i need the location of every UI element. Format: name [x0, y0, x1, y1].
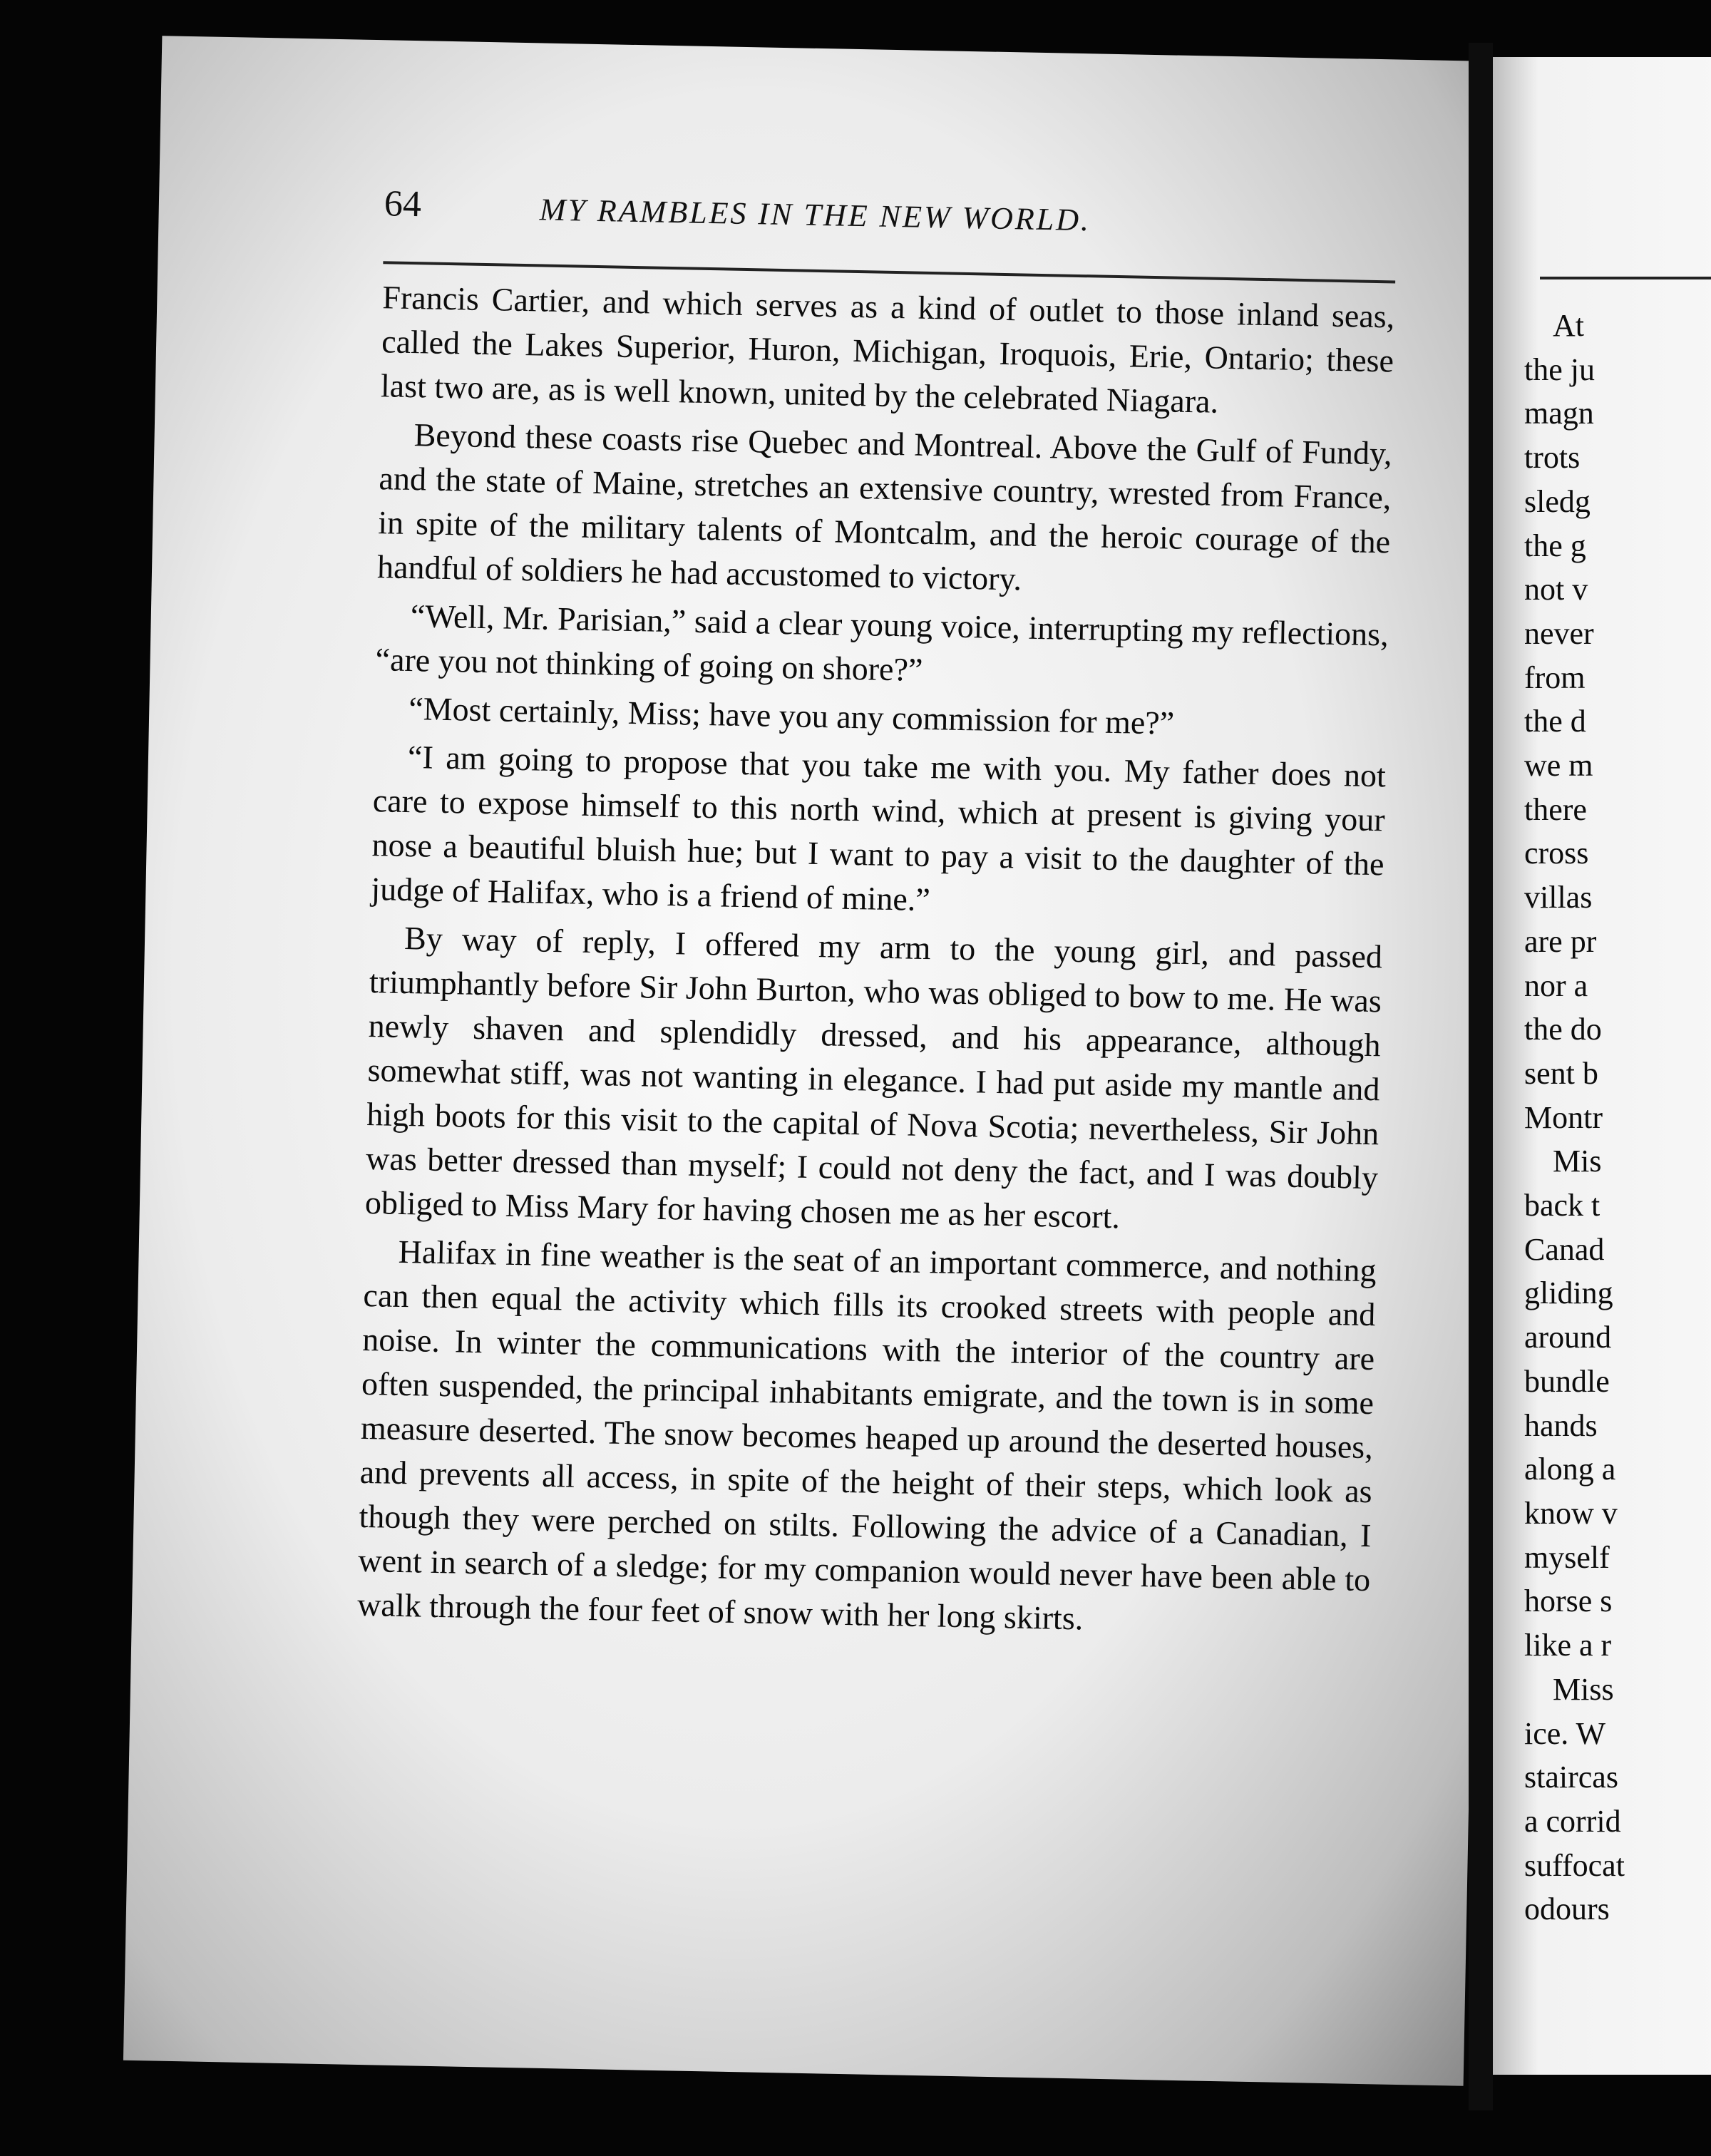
text-line: know v [1524, 1495, 1618, 1531]
right-page [1493, 57, 1711, 2075]
text-line: the do [1524, 1012, 1602, 1047]
paragraph: Francis Cartier, and which serves as a kind of outlet to those inland seas, called the Lakes Superior, Huron, Michigan, Iroquois, Erie, Ontario; these last two are, as is well known, united by the celebrated Niagara. [380, 279, 1395, 420]
text-line: sent b [1524, 1055, 1598, 1091]
text-line: Mis [1553, 1144, 1602, 1179]
text-line: not v [1524, 572, 1588, 607]
paragraph: Halifax in fine weather is the seat of an important commerce, and nothing can then equal the activity which fills its crooked streets with people and noise. In winter the communications with the interior of the country are often suspended, the principal inhabitants emigrate, and the town is in some measure deserted. The snow becomes heaped up around the deserted houses, and prevents all access, in spite of the height of their steps, which look as though they were perched on stilts. Following the advice of a Canadian, I went in search of a sledge; for my companion would never have been able to walk through the four feet of snow with her long skirts. [356, 1233, 1377, 1637]
text-line: are pr [1524, 923, 1597, 959]
text-line: hands [1524, 1407, 1598, 1443]
text-line: like a r [1524, 1628, 1612, 1663]
left-page [123, 36, 1502, 2086]
text-line: along a [1524, 1452, 1616, 1487]
running-head: MY RAMBLES IN THE NEW WORLD. [539, 192, 1091, 238]
text-line: odours [1524, 1891, 1610, 1927]
paragraph: “I am going to propose that you take me with you. My father does not care to expose himself to this north wind, which at present is giving your nose a beautiful bluish hue; but I want to pay a visit to the daughter of the judge of Halifax, who is a friend of mine.” [371, 739, 1387, 918]
text-line: At [1553, 308, 1584, 343]
text-line: magn [1524, 396, 1594, 431]
paragraph: By way of reply, I offered my arm to the young girl, and passed triumphantly before Sir John Burton, who was obliged to bow to me. He was newly shaven and splendidly dressed, and his appearance, although somewhat stiff, was not wanting in elegance. I had put aside my mantle and high boots for this visit to the capital of Nova Scotia; nevertheless, Sir John was better dressed than myself; I could not deny the fact, and I was doubly obliged to Miss Mary for having chosen me as her escort. [364, 919, 1383, 1236]
text-line: gliding [1524, 1275, 1613, 1311]
text-line: from [1524, 659, 1586, 695]
text-line: a corrid [1524, 1803, 1621, 1839]
book-gutter [1469, 43, 1493, 2110]
text-line: Miss [1553, 1671, 1614, 1707]
text-line: bundle [1524, 1363, 1610, 1399]
paragraph: “Most certainly, Miss; have you any commission for me?” [408, 690, 1175, 741]
page-number: 64 [384, 183, 422, 225]
text-line: sledg [1524, 483, 1591, 519]
text-line: the g [1524, 528, 1586, 563]
text-line: never [1524, 615, 1594, 651]
text-line: the ju [1524, 351, 1595, 387]
paragraph: “Well, Mr. Parisian,” said a clear young voice, interrupting my reflections, “are you not thinking of going on shore?” [375, 597, 1389, 688]
text-line: cross [1524, 836, 1589, 871]
right-header-rule [1540, 277, 1711, 279]
text-line: suffocat [1524, 1847, 1625, 1883]
text-line: back t [1524, 1188, 1600, 1223]
text-line: myself [1524, 1539, 1610, 1575]
text-line: horse s [1524, 1583, 1613, 1619]
text-line: villas [1524, 880, 1593, 915]
text-line: the d [1524, 704, 1586, 739]
text-line: Canad [1524, 1231, 1605, 1267]
text-line: nor a [1524, 967, 1588, 1003]
text-line: Montr [1524, 1099, 1603, 1135]
body-text [357, 275, 1395, 1651]
paragraph: Beyond these coasts rise Quebec and Montreal. Above the Gulf of Fundy, and the state of Maine, stretches an extensive country, wrested from France, in spite of the military talents of Montcalm, and the heroic courage of the handful of soldiers he had accustomed to victory. [376, 416, 1392, 597]
text-line: we m [1524, 748, 1593, 784]
text-line: trots [1524, 440, 1581, 476]
text-line: around [1524, 1320, 1612, 1355]
right-page-text [1524, 304, 1711, 1931]
text-line: there [1524, 791, 1587, 827]
text-line: staircas [1524, 1760, 1618, 1795]
text-line: ice. W [1524, 1715, 1606, 1751]
